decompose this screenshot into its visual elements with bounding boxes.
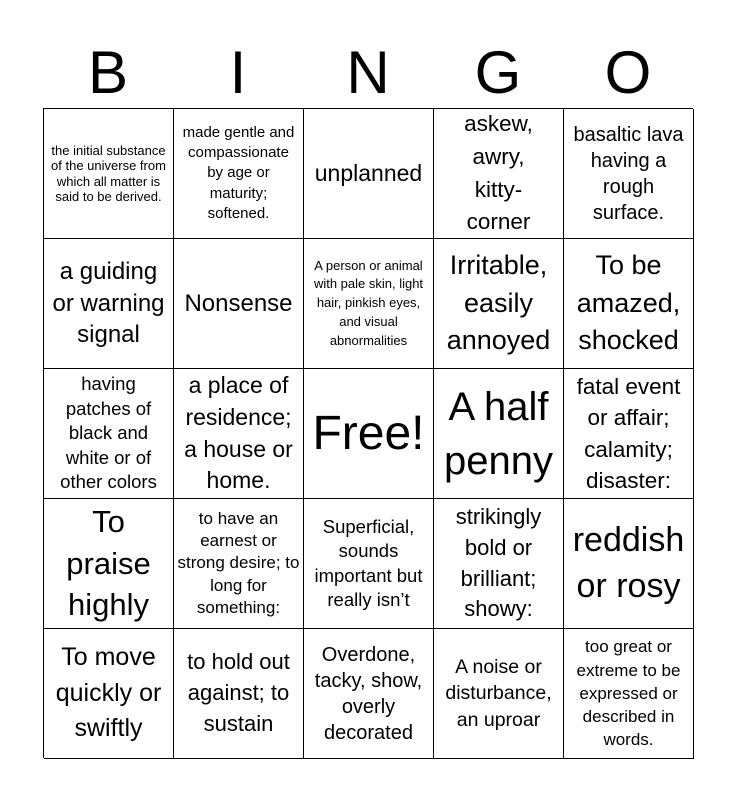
cell-text: To move quickly or swiftly	[55, 643, 162, 743]
cell-text: A person or animal with pale skin, light hair, pinkish eyes, and visual abnormalities	[313, 257, 424, 348]
bingo-cell[interactable]	[304, 629, 434, 759]
bingo-cell[interactable]	[564, 109, 694, 239]
bingo-cell[interactable]	[434, 239, 564, 369]
header-letter-i: I	[229, 39, 247, 106]
bingo-header	[43, 38, 693, 108]
bingo-cell[interactable]	[564, 369, 694, 499]
cell-text: reddish or rosy	[572, 520, 685, 605]
bingo-cell[interactable]	[434, 499, 564, 629]
bingo-cell[interactable]	[304, 109, 434, 239]
cell-text: To praise highly	[66, 503, 151, 623]
cell-text: to hold out against; to sustain	[187, 649, 290, 736]
cell-text: Nonsense	[184, 289, 293, 317]
cell-text: askew, awry, kitty-corner	[464, 111, 533, 235]
bingo-cell[interactable]	[174, 499, 304, 629]
bingo-cell[interactable]	[434, 369, 564, 499]
free-space: Free!	[312, 406, 425, 460]
bingo-cell[interactable]	[174, 369, 304, 499]
header-letter-b: B	[87, 39, 129, 106]
cell-text: a place of residence; a house or home.	[184, 372, 293, 494]
cell-text: strikingly bold or brilliant; showy:	[455, 503, 542, 622]
bingo-cell[interactable]	[44, 629, 174, 759]
cell-text: To be amazed, shocked	[576, 249, 681, 356]
bingo-grid	[43, 108, 693, 758]
cell-text: the initial substance of the universe from which all matter is said to be derived.	[51, 142, 166, 204]
bingo-cell[interactable]	[174, 629, 304, 759]
bingo-cell[interactable]	[564, 629, 694, 759]
cell-text: Overdone, tacky, show, overly decorated	[314, 643, 423, 744]
cell-text: having patches of black and white or of other colors	[60, 373, 157, 493]
bingo-cell[interactable]	[304, 499, 434, 629]
bingo-cell[interactable]	[44, 109, 174, 239]
bingo-cell[interactable]	[44, 369, 174, 499]
bingo-cell[interactable]	[174, 239, 304, 369]
cell-text: fatal event or affair; calamity; disaster:	[576, 374, 681, 493]
bingo-cell[interactable]	[304, 369, 434, 499]
bingo-cell[interactable]	[304, 239, 434, 369]
cell-text: made gentle and compassionate by age or maturity; softened.	[182, 123, 295, 223]
bingo-cell[interactable]	[44, 239, 174, 369]
cell-text: unplanned	[314, 159, 423, 186]
bingo-cell[interactable]	[564, 239, 694, 369]
cell-text: A noise or disturbance, an uproar	[445, 656, 552, 731]
cell-text: A half penny	[444, 384, 553, 483]
header-letter-o: O	[604, 39, 652, 106]
header-letter-n: N	[346, 39, 390, 106]
bingo-cell[interactable]	[564, 499, 694, 629]
cell-text: a guiding or warning signal	[52, 257, 165, 349]
header-letter-g: G	[474, 39, 522, 106]
cell-text: Irritable, easily annoyed	[446, 249, 551, 356]
cell-text: Superficial, sounds important but really isn’t	[314, 515, 423, 610]
bingo-cell[interactable]	[174, 109, 304, 239]
cell-text: to have an earnest or strong desire; to long for something:	[177, 509, 300, 617]
bingo-cell[interactable]	[434, 109, 564, 239]
bingo-cell[interactable]	[434, 629, 564, 759]
cell-text: basaltic lava having a rough surface.	[573, 123, 684, 224]
bingo-cell[interactable]	[44, 499, 174, 629]
cell-text: too great or extreme to be expressed or described in words.	[576, 637, 681, 750]
